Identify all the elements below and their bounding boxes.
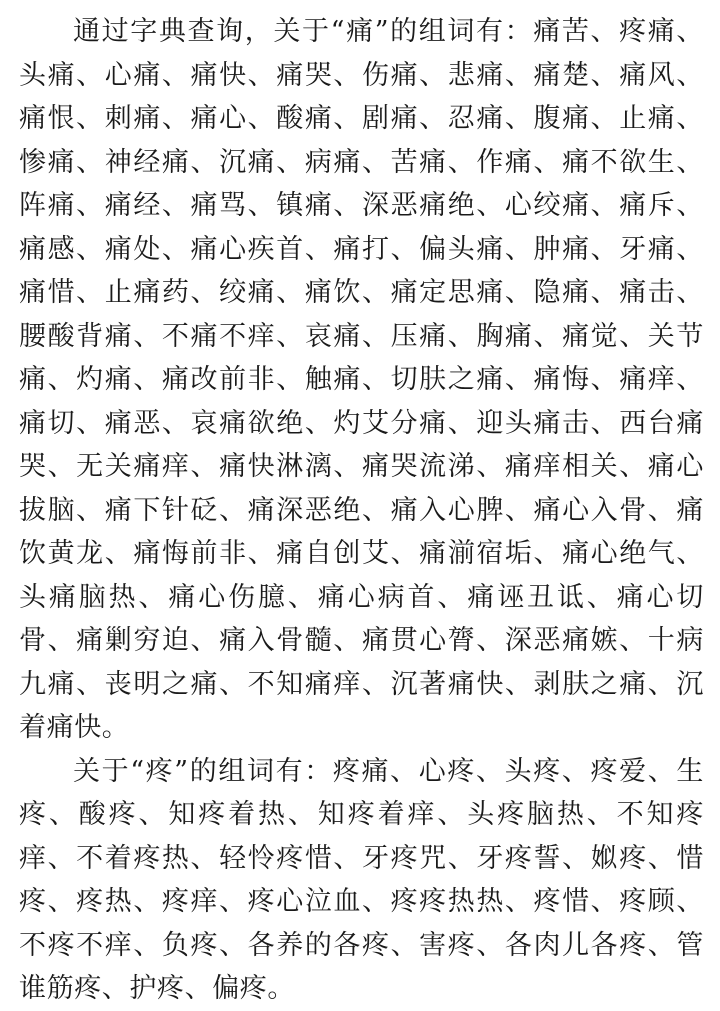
paragraph-teng-compounds: 关于“疼”的组词有：疼痛、心疼、头疼、疼爱、生疼、酸疼、知疼着热、知疼着痒、头疼脑热、不知疼痒、不着疼热、轻怜疼惜、牙疼咒、牙疼誓、娰疼、惜疼、疼热、疼痒、疼心泣血、疼疼热热、疼惜、疼顾、不疼不痒、负疼、各养的各疼、害疼、各肉儿各疼、管谁筋疼、护疼、偏疼。 [19,755,704,1004]
paragraph-tong-compounds: 通过字典查询，关于“痛”的组词有：痛苦、疼痛、头痛、心痛、痛快、痛哭、伤痛、悲痛、痛楚、痛风、痛恨、刺痛、痛心、酸痛、剧痛、忍痛、腹痛、止痛、惨痛、神经痛、沉痛、病痛、苦痛、作痛、痛不欲生、阵痛、痛经、痛骂、镇痛、深恶痛绝、心绞痛、痛斥、痛感、痛处、痛心疾首、痛打、偏头痛、肿痛、牙痛、痛惜、止痛药、绞痛、痛饮、痛定思痛、隐痛、痛击、腰酸背痛、不痛不痒、哀痛、压痛、胸痛、痛觉、关节痛、灼痛、痛改前非、触痛、切肤之痛、痛悔、痛痒、痛切、痛恶、哀痛欲绝、灼艾分痛、迎头痛击、西台痛哭、无关痛痒、痛快淋漓、痛哭流涕、痛痒相关、痛心拔脑、痛下针砭、痛深恶绝、痛入心脾、痛心入骨、痛饮黄龙、痛悔前非、痛自创艾、痛湔宿垢、痛心绝气、头痛脑热、痛心伤臆、痛心病首、痛诬丑诋、痛心切骨、痛剿穷迫、痛入骨髓、痛贯心膂、深恶痛嫉、十病九痛、丧明之痛、不知痛痒、沉著痛快、剥肤之痛、沉着痛快。 [19,16,704,743]
